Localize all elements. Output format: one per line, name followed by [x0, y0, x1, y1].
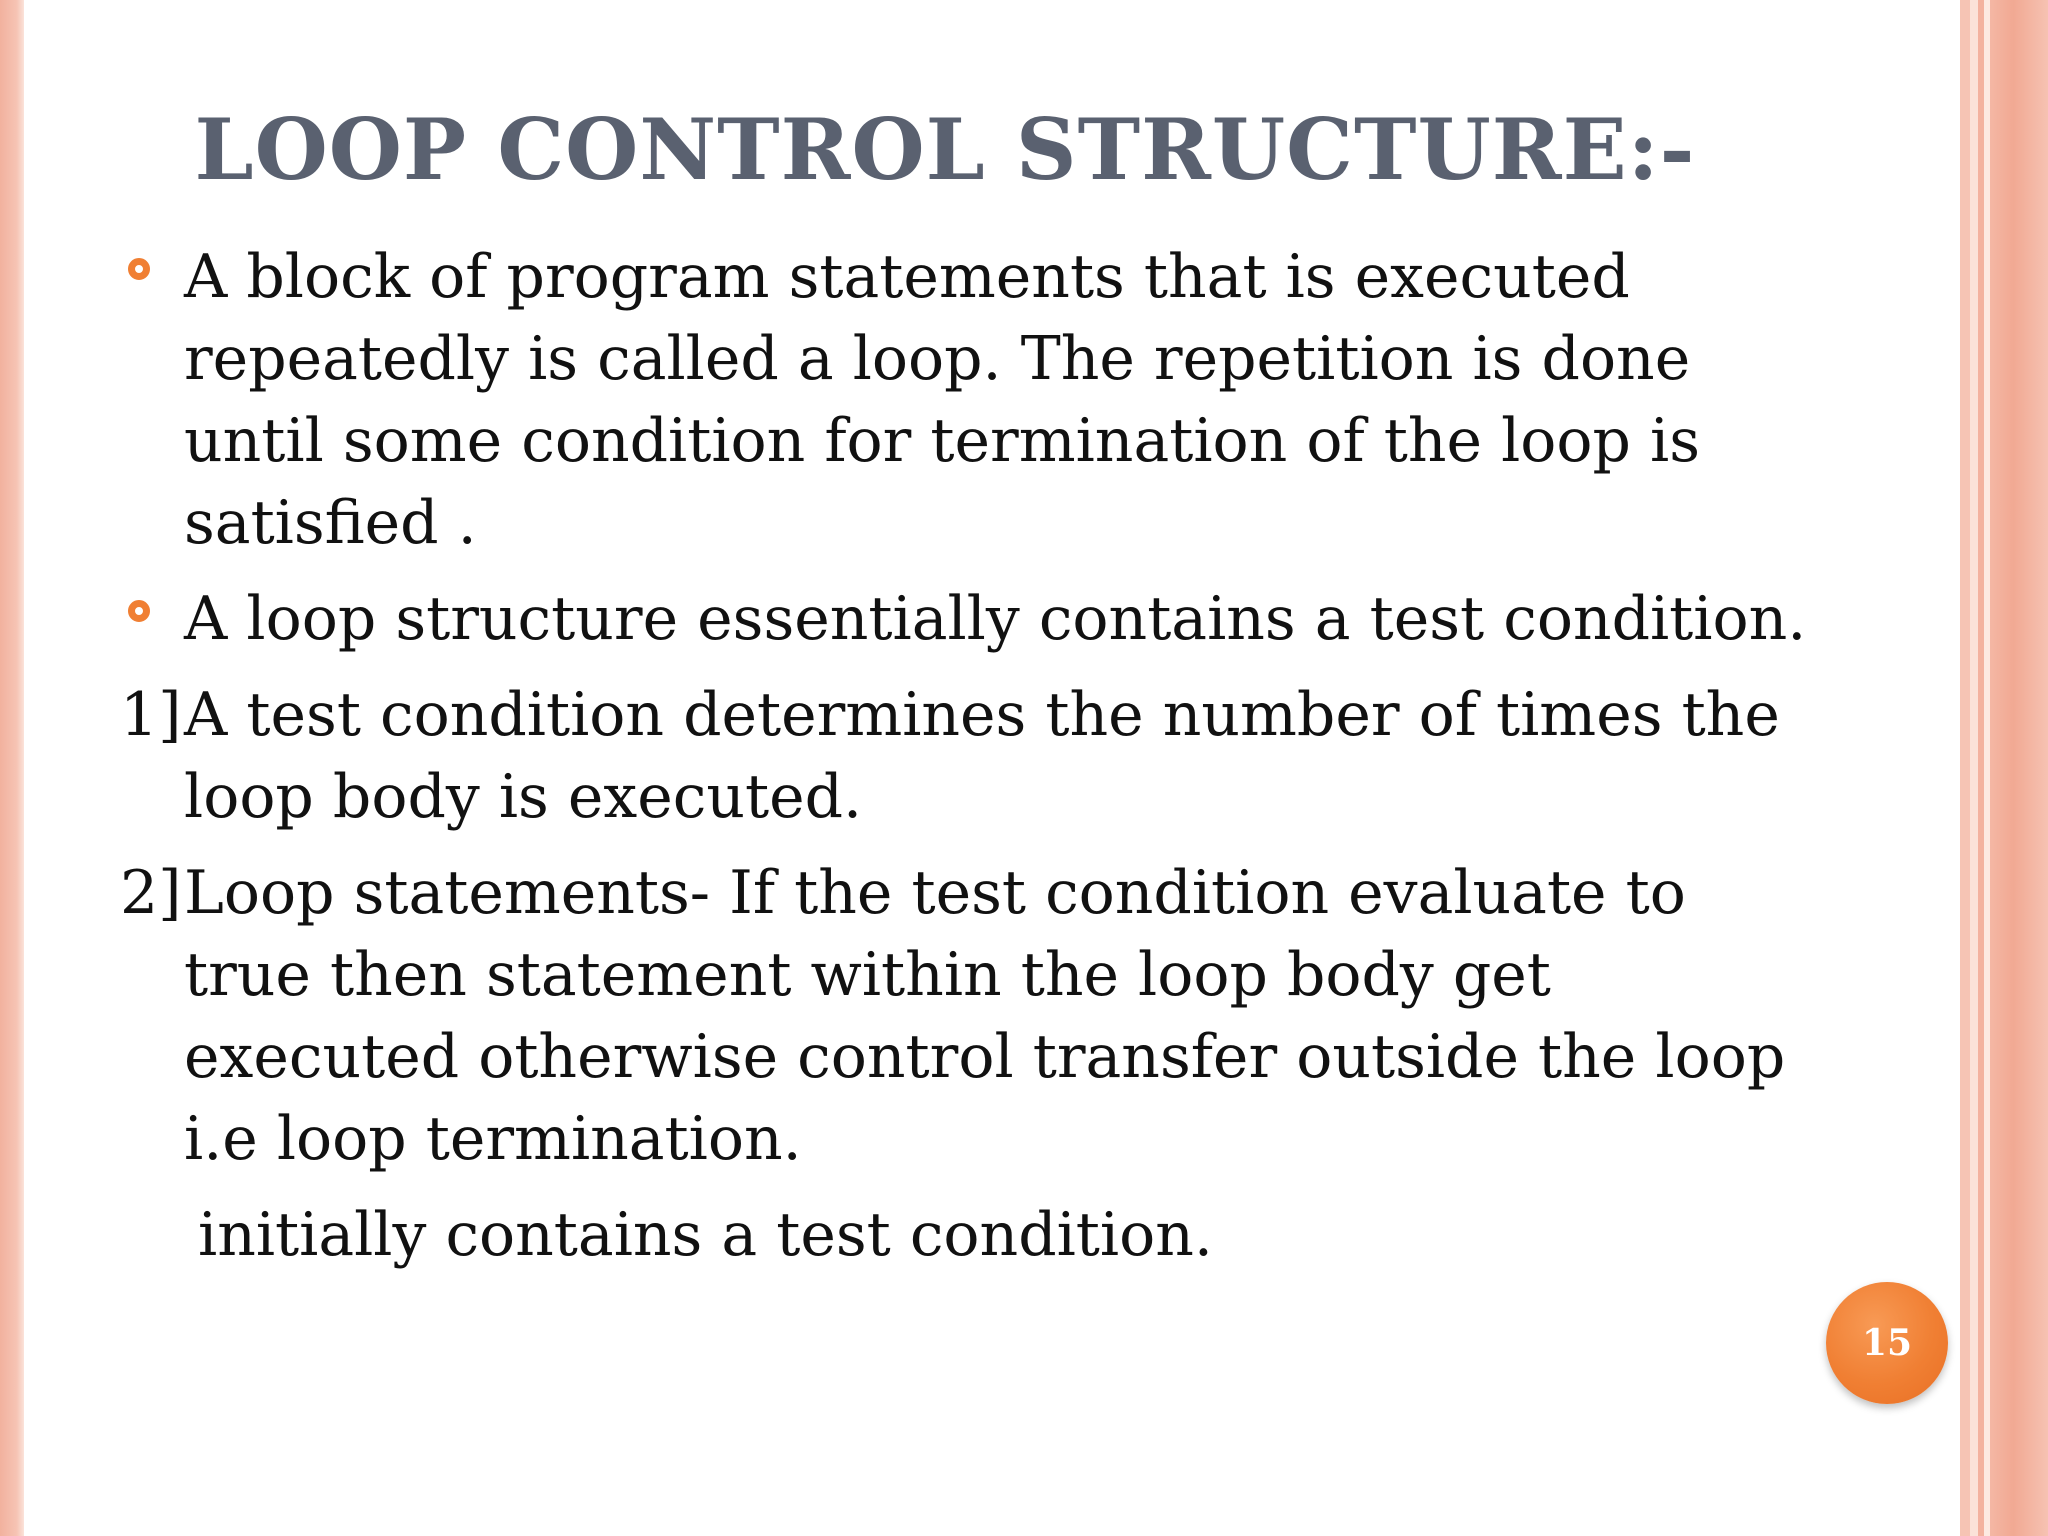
item-number: 1] [120, 680, 182, 750]
stripe [1990, 0, 2048, 1536]
item-number: 2] [120, 858, 182, 928]
slide-body [120, 236, 1820, 1276]
bullet-text: A block of program statements that is executed repeatedly is called a loop. The repetition is done until some condition for termination of the loop is satisfied . [184, 242, 1700, 558]
right-decorative-stripes [1960, 0, 2048, 1536]
hollow-circle-bullet-icon [128, 258, 150, 280]
stripe [1970, 0, 1978, 1536]
bullet-item [120, 236, 1820, 564]
trailing-line: initially contains a test condition. [198, 1200, 1213, 1270]
bullet-text: A loop structure essentially contains a test condition. [184, 584, 1807, 654]
page-number-badge [1826, 1282, 1948, 1404]
left-border-strip [0, 0, 24, 1536]
numbered-item [120, 674, 1820, 838]
stripe [1978, 0, 1984, 1536]
slide-title: LOOP CONTROL STRUCTURE:- [194, 100, 1696, 199]
page-number: 15 [1861, 1322, 1913, 1364]
hollow-circle-bullet-icon [128, 600, 150, 622]
numbered-text: Loop statements- If the test condition evaluate to true then statement within the loop body get executed otherwise control transfer outside the loop i.e loop termination. [184, 858, 1786, 1174]
stripe [1960, 0, 1970, 1536]
numbered-item [120, 852, 1820, 1180]
numbered-text: A test condition determines the number of times the loop body is executed. [184, 680, 1780, 832]
bullet-item [120, 578, 1820, 660]
